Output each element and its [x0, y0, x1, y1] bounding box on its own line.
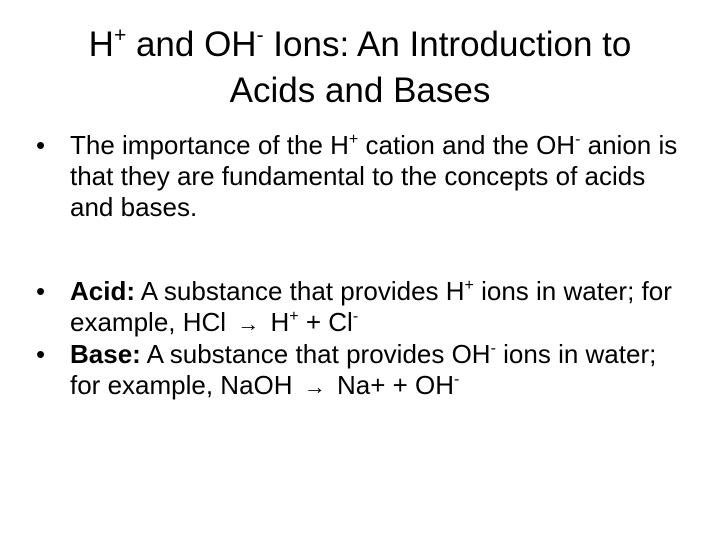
bullet-text: The importance of the H — [70, 130, 349, 160]
title-superscript: + — [113, 24, 127, 47]
superscript: + — [464, 277, 474, 294]
acid-label: Acid: — [70, 276, 135, 306]
slide-title — [20, 22, 700, 114]
bullet-text: A substance that provides OH — [140, 339, 491, 369]
superscript: + — [289, 308, 299, 325]
title-line-2: Acids and Bases — [229, 71, 491, 110]
superscript: - — [575, 131, 581, 148]
title-text: H — [88, 25, 114, 64]
bullet-marker: • — [36, 339, 46, 369]
bullet-text: ions in water; for example, NaOH — [70, 339, 657, 400]
title-superscript: - — [256, 24, 264, 47]
bullet-text: cation and the OH — [358, 130, 576, 160]
bullet-acid — [36, 276, 686, 339]
bullet-text: Na+ + OH — [329, 370, 455, 400]
superscript: + — [348, 131, 359, 148]
bullet-text: A substance that provides H — [135, 276, 465, 306]
title-text: Ions: An Introduction to — [263, 25, 632, 64]
superscript: - — [352, 308, 359, 325]
superscript: - — [490, 340, 496, 357]
superscript: - — [454, 371, 460, 388]
bullet-base — [36, 339, 686, 402]
base-label: Base: — [70, 339, 141, 369]
title-text: and OH — [126, 25, 257, 64]
bullet-marker: • — [36, 130, 46, 160]
right-arrow-icon: → — [237, 311, 260, 336]
bullet-text: ions in water; for example, HCl — [70, 276, 672, 337]
right-arrow-icon: → — [303, 374, 326, 399]
spacer — [36, 223, 686, 276]
bullet-text: anion is that they are fundamental to the concepts of acids and bases. — [70, 130, 678, 222]
bullet-text: + Cl — [298, 307, 353, 337]
bullet-text: H — [263, 307, 290, 337]
bullet-intro — [36, 130, 686, 223]
bullet-list — [36, 130, 686, 402]
bullet-marker: • — [36, 276, 46, 306]
